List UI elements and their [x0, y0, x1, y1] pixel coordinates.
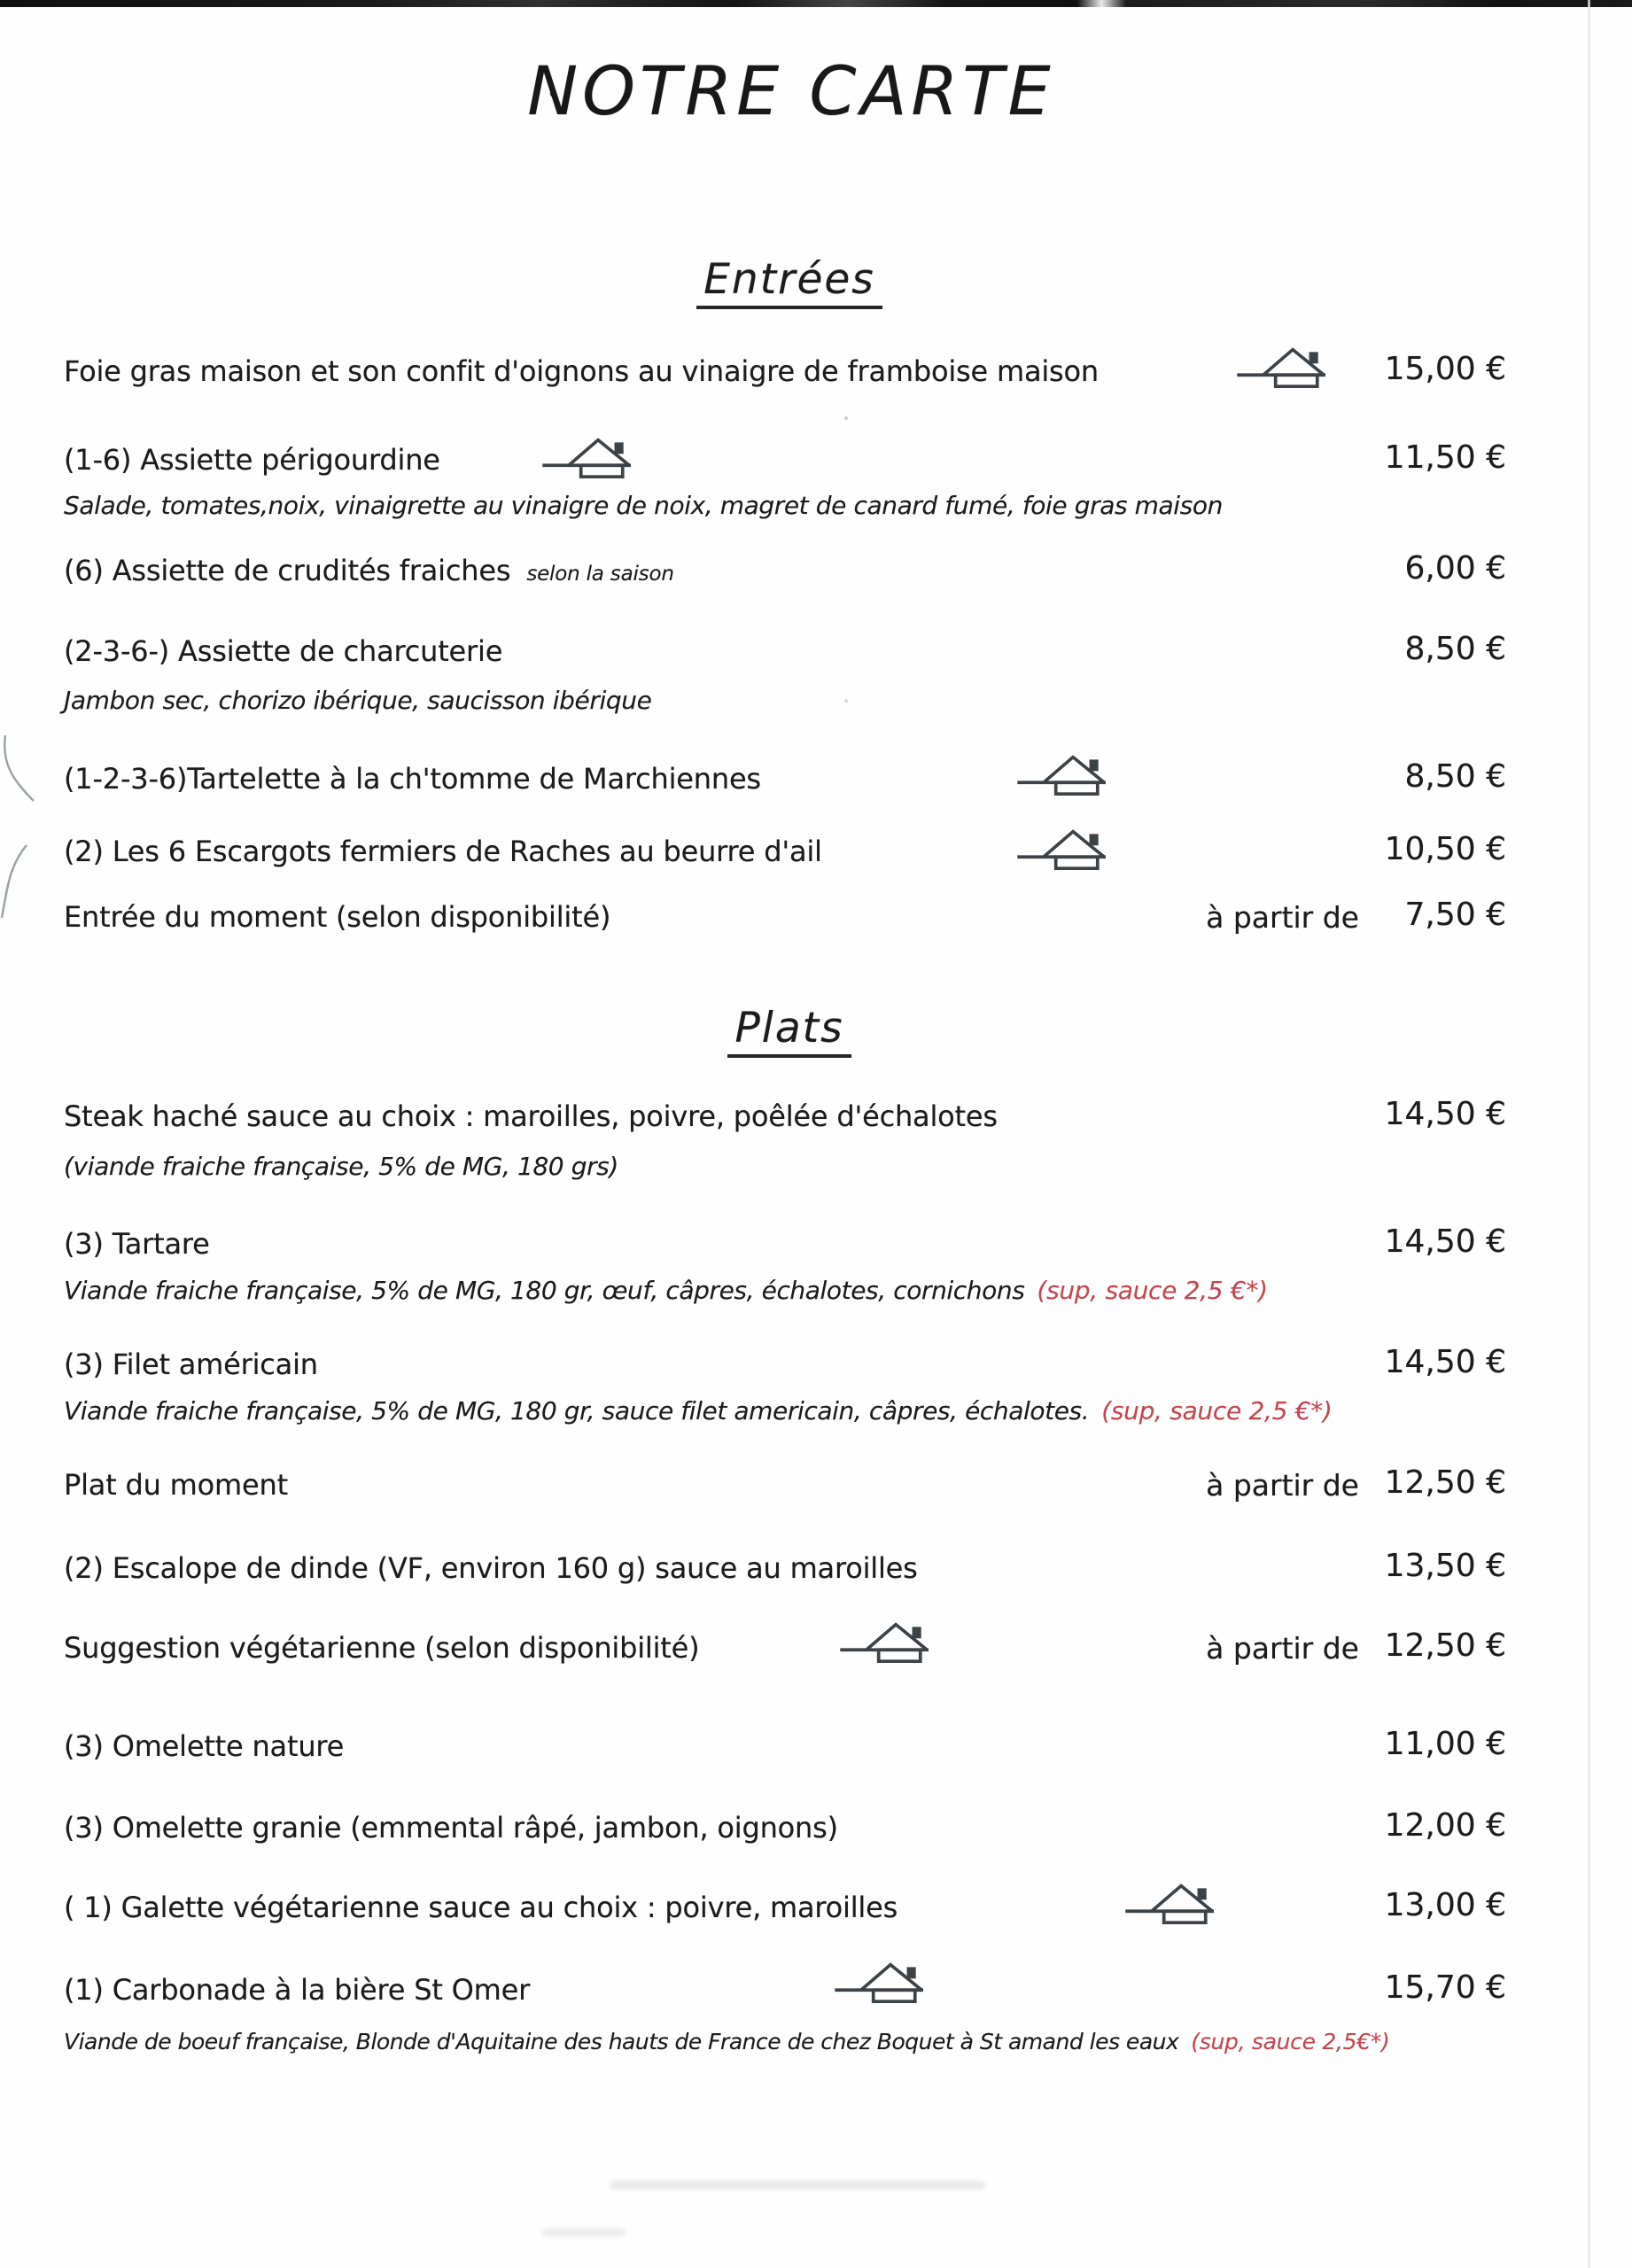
item-price: 8,50 €	[1404, 631, 1506, 667]
supplement-note: (sup, sauce 2,5 €*)	[1101, 1396, 1333, 1425]
house-icon	[835, 1961, 927, 2003]
section-plats	[0, 1004, 1579, 1058]
page-title: NOTRE CARTE	[527, 51, 1055, 130]
item-price: 13,00 €	[1384, 1887, 1506, 1923]
price-prefix: à partir de	[1206, 1468, 1359, 1503]
item-name: (3) Filet américain	[64, 1348, 318, 1381]
scan-smudge	[610, 2181, 985, 2189]
menu-item-row	[0, 1627, 1632, 1672]
ink-speck	[844, 699, 848, 703]
item-description: (viande fraiche française, 5% de MG, 180 grs)	[64, 1152, 618, 1181]
item-name: (2) Les 6 Escargots fermiers de Raches au beurre d'ail	[64, 835, 822, 868]
item-description: Salade, tomates,noix, vinaigrette au vinaigre de noix, magret de canard fumé, foie gras maison	[64, 491, 1223, 520]
menu-item-row	[0, 1096, 1632, 1140]
item-price: 12,00 €	[1384, 1807, 1506, 1844]
section-heading: Entrées	[696, 255, 882, 309]
item-name: (1-2-3-6)Tartelette à la ch'tomme de Marchiennes	[64, 762, 761, 796]
menu-item-row	[0, 1223, 1632, 1268]
menu-item-row	[0, 1464, 1632, 1509]
menu-item-row	[0, 1969, 1632, 2014]
item-price: 12,50 €	[1384, 1627, 1506, 1664]
item-description: Viande fraiche française, 5% de MG, 180 gr, sauce filet americain, câpres, échalotes.	[64, 1396, 1090, 1425]
item-price: 14,50 €	[1384, 1096, 1506, 1132]
section-entrees	[0, 255, 1579, 309]
item-description: Viande fraiche française, 5% de MG, 180 gr, œuf, câpres, échalotes, cornichons	[64, 1276, 1025, 1305]
menu-item-row	[0, 1344, 1632, 1388]
house-icon	[1125, 1882, 1217, 1924]
item-price: 7,50 €	[1404, 897, 1506, 933]
item-note: selon la saison	[526, 563, 674, 586]
item-price: 15,70 €	[1384, 1969, 1506, 2006]
item-description-row	[0, 1276, 1632, 1311]
pen-mark-artifact	[0, 734, 64, 946]
item-name: (1-6) Assiette périgourdine	[64, 443, 440, 477]
item-price: 10,50 €	[1384, 831, 1506, 867]
item-price: 14,50 €	[1384, 1223, 1506, 1260]
menu-item-row	[0, 831, 1632, 875]
menu-item-row	[0, 1726, 1632, 1770]
item-name: Foie gras maison et son confit d'oignons au vinaigre de framboise maison	[64, 354, 1099, 388]
item-name: Steak haché sauce au choix : maroilles, poivre, poêlée d'échalotes	[64, 1099, 998, 1133]
supplement-note: (sup, sauce 2,5 €*)	[1037, 1276, 1268, 1305]
price-prefix: à partir de	[1206, 1631, 1359, 1666]
menu-item-row	[0, 631, 1632, 675]
item-name: Entrée du moment (selon disponibilité)	[64, 900, 611, 934]
ink-speck	[844, 416, 848, 420]
menu-item-row	[0, 758, 1632, 803]
item-description-row	[0, 2029, 1632, 2064]
item-name: (3) Omelette nature	[64, 1729, 345, 1763]
menu-item-row	[0, 897, 1632, 941]
menu-item-row	[0, 351, 1632, 395]
item-description-row	[0, 1396, 1632, 1432]
scan-smudge	[542, 2229, 626, 2236]
item-price: 13,50 €	[1384, 1548, 1506, 1584]
menu-item-row	[0, 550, 1632, 594]
menu-item-row	[0, 1807, 1632, 1852]
item-name: (3) Tartare	[64, 1227, 210, 1261]
item-price: 11,50 €	[1384, 439, 1506, 476]
menu-item-row	[0, 439, 1632, 484]
ink-speck	[1192, 1283, 1195, 1286]
menu-item-row	[0, 1887, 1632, 1931]
item-name: Plat du moment	[64, 1468, 288, 1502]
item-name: (3) Omelette granie (emmental râpé, jambon, oignons)	[64, 1811, 838, 1845]
house-icon	[1237, 346, 1329, 388]
item-name: (1) Carbonade à la bière St Omer	[64, 1973, 531, 2007]
item-name: Suggestion végétarienne (selon disponibilité)	[64, 1631, 700, 1665]
item-name: (2) Escalope de dinde (VF, environ 160 g) sauce au maroilles	[64, 1551, 918, 1585]
item-name: (2-3-6-) Assiette de charcuterie	[64, 634, 503, 668]
supplement-note: (sup, sauce 2,5€*)	[1191, 2029, 1390, 2054]
item-price: 8,50 €	[1404, 758, 1506, 795]
item-price: 15,00 €	[1384, 351, 1506, 387]
house-icon	[542, 436, 634, 478]
house-icon	[1017, 753, 1109, 796]
item-name: ( 1) Galette végétarienne sauce au choix : poivre, maroilles	[64, 1891, 898, 1924]
item-description: Viande de boeuf française, Blonde d'Aquitaine des hauts de France de chez Boquet à St amand les eaux	[64, 2029, 1179, 2054]
item-description: Jambon sec, chorizo ibérique, saucisson ibérique	[64, 686, 652, 715]
menu-item-row	[0, 1548, 1632, 1592]
item-price: 14,50 €	[1384, 1344, 1506, 1380]
item-description-row	[0, 686, 1632, 721]
item-price: 11,00 €	[1384, 1726, 1506, 1762]
house-icon	[1017, 827, 1109, 870]
house-icon	[840, 1620, 932, 1663]
item-price: 12,50 €	[1384, 1464, 1506, 1501]
item-description-row	[0, 1152, 1632, 1187]
item-name: (6) Assiette de crudités fraiches	[64, 554, 511, 587]
price-prefix: à partir de	[1206, 900, 1359, 935]
scan-edge-artifact	[0, 0, 1632, 7]
section-heading: Plats	[727, 1004, 851, 1058]
item-price: 6,00 €	[1404, 550, 1506, 586]
item-description-row	[0, 491, 1632, 526]
title-wrap	[0, 51, 1582, 130]
